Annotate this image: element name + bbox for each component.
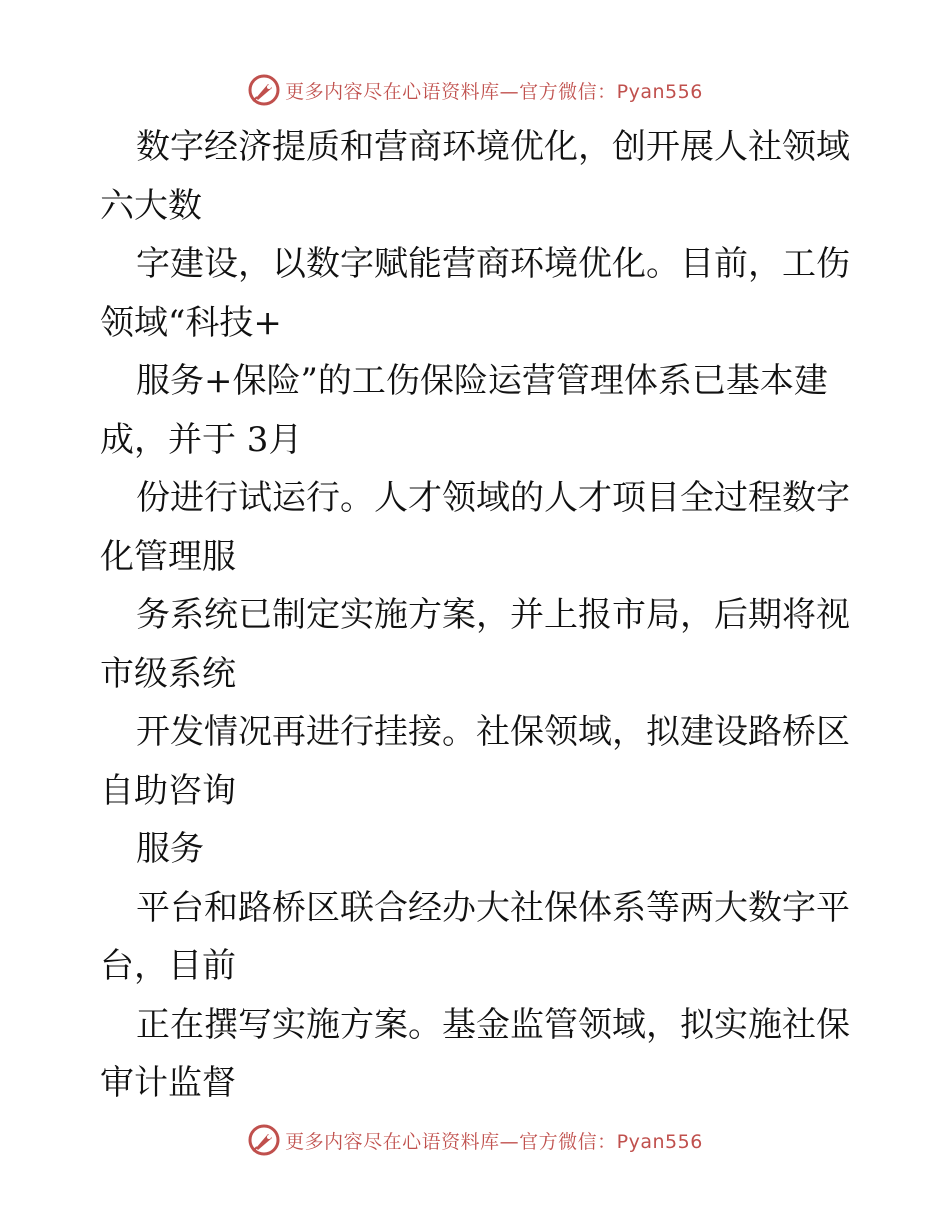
pen-nib-logo-icon [247, 73, 281, 107]
pen-nib-logo-icon [247, 1123, 281, 1157]
body-line: 成，并于 3月 [100, 419, 303, 460]
body-line: 自助咨询 [100, 770, 236, 811]
body-line: 台，目前 [100, 946, 236, 986]
body-line: 服务 [136, 829, 204, 869]
body-line: 市级系统 [100, 653, 236, 694]
watermark-text: 更多内容尽在心语资料库—官方微信：Pyan556 [285, 1130, 703, 1153]
body-line: 务系统已制定实施方案，并上报市局，后期将视 [136, 595, 850, 635]
footer-watermark [0, 1120, 950, 1160]
document-body [100, 118, 860, 1113]
body-line: 化管理服 [100, 536, 236, 577]
body-line: 六大数 [100, 185, 202, 226]
body-line: 份进行试运行。人才领域的人才项目全过程数字 [136, 478, 850, 518]
body-line: 字建设，以数字赋能营商环境优化。目前，工伤 [136, 244, 850, 284]
body-line: 数字经济提质和营商环境优化，创开展人社领域 [136, 127, 850, 167]
body-line: 正在撰写实施方案。基金监管领域，拟实施社保 [136, 1004, 850, 1045]
header-watermark [0, 70, 950, 110]
body-line: 开发情况再进行挂接。社保领域，拟建设路桥区 [136, 712, 850, 752]
body-line: 服务+保险”的工伤保险运营管理体系已基本建 [136, 361, 828, 401]
body-line: 审计监督 [100, 1063, 236, 1103]
watermark-text: 更多内容尽在心语资料库—官方微信：Pyan556 [285, 80, 703, 103]
body-line: 领域“科技+ [100, 302, 282, 343]
body-line: 平台和路桥区联合经办大社保体系等两大数字平 [136, 887, 850, 928]
